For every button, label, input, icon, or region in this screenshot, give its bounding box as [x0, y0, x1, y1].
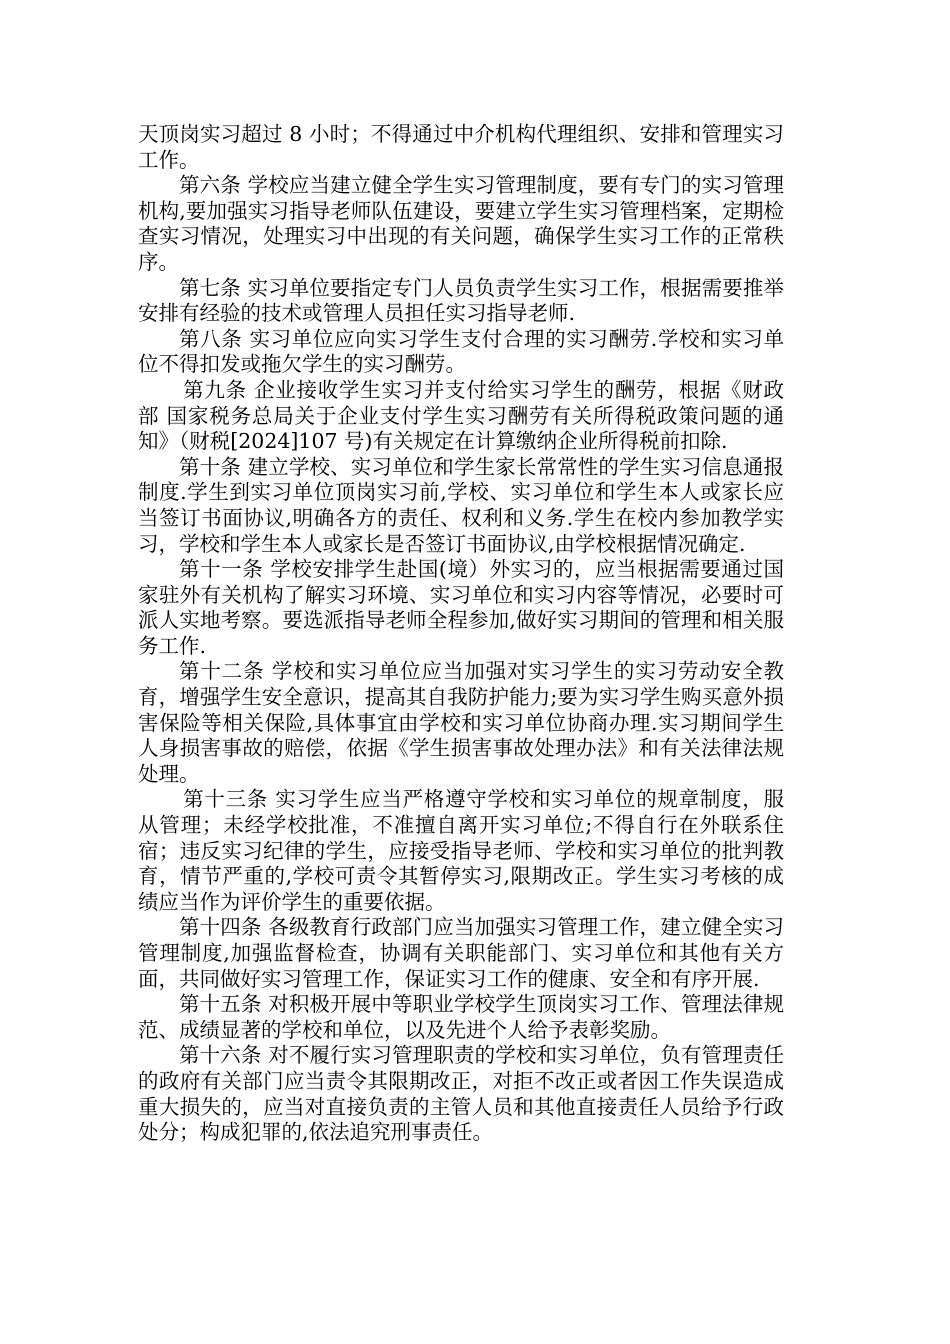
paragraph-article-12: 第十二条 学校和实习单位应当加强对实习学生的实习劳动安全教育，增强学生安全意识，提高其自我防护能力;要为实习学生购买意外损害保险等相关保险,具体事宜由学校和实习单位协商办理.实习期间学生人身损害事故的赔偿，依据《学生损害事故处理办法》和有关法律法规处理。 [138, 659, 784, 786]
paragraph-article-14: 第十四条 各级教育行政部门应当加强实习管理工作，建立健全实习管理制度,加强监督检查，协调有关职能部门、实习单位和其他有关方面，共同做好实习管理工作，保证实习工作的健康、安全和有序开展. [138, 915, 784, 991]
document-body [138, 122, 784, 1146]
paragraph-article-6: 第六条 学校应当建立健全学生实习管理制度，要有专门的实习管理机构,要加强实习指导老师队伍建设，要建立学生实习管理档案，定期检查实习情况，处理实习中出现的有关问题，确保学生实习工作的正常秩序。 [138, 173, 784, 274]
paragraph-article-10: 第十条 建立学校、实习单位和学生家长常常性的学生实习信息通报制度.学生到实习单位顶岗实习前,学校、实习单位和学生本人或家长应当签订书面协议,明确各方的责任、权利和义务.学生在校内参加教学实习，学校和学生本人或家长是否签订书面协议,由学校根据情况确定. [138, 454, 784, 556]
paragraph-article-7: 第七条 实习单位要指定专门人员负责学生实习工作，根据需要推举安排有经验的技术或管理人员担任实习指导老师. [138, 275, 784, 326]
paragraph-article-9: 第九条 企业接收学生实习并支付给实习学生的酬劳，根据《财政部 国家税务总局关于企业支付学生实习酬劳有关所得税政策问题的通知》（财税[2024]107 号)有关规定在计算缴纳企业所得税前扣除. [138, 377, 784, 454]
paragraph-article-13: 第十三条 实习学生应当严格遵守学校和实习单位的规章制度，服从管理；未经学校批准，不准擅自离开实习单位;不得自行在外联系住宿；违反实习纪律的学生，应接受指导老师、学校和实习单位的批判教育，情节严重的,学校可责令其暂停实习,限期改正。学生实习考核的成绩应当作为评价学生的重要依据。 [138, 787, 784, 914]
paragraph-article-11: 第十一条 学校安排学生赴国(境）外实习的，应当根据需要通过国家驻外有关机构了解实习环境、实习单位和实习内容等情况，必要时可派人实地考察。要选派指导老师全程参加,做好实习期间的管理和相关服务工作. [138, 557, 784, 658]
paragraph-article-16: 第十六条 对不履行实习管理职责的学校和实习单位，负有管理责任的政府有关部门应当责令其限期改正，对拒不改正或者因工作失误造成重大损失的，应当对直接负责的主管人员和其他直接责任人员给予行政处分；构成犯罪的,依法追究刑事责任。 [138, 1043, 784, 1145]
paragraph-article-15: 第十五条 对积极开展中等职业学校学生顶岗实习工作、管理法律规范、成绩显著的学校和单位，以及先进个人给予表彰奖励。 [138, 992, 784, 1042]
paragraph-article-8: 第八条 实习单位应向实习学生支付合理的实习酬劳.学校和实习单位不得扣发或拖欠学生的实习酬劳。 [138, 326, 784, 377]
paragraph-continuation: 天顶岗实习超过 8 小时；不得通过中介机构代理组织、安排和管理实习工作。 [138, 122, 784, 172]
